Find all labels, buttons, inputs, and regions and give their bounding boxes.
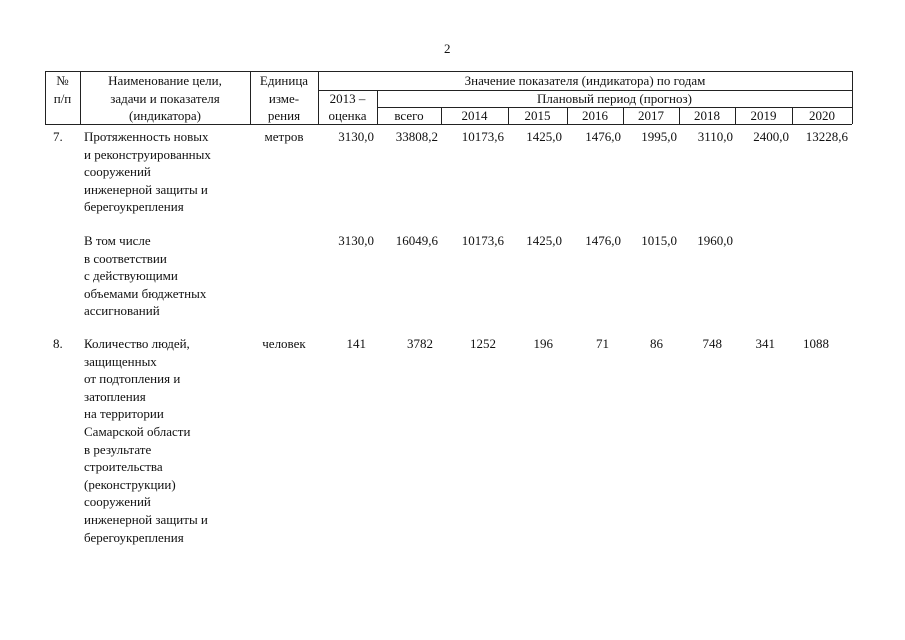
header-num-line1: № [56, 73, 69, 88]
row-value-2015: 1425,0 [526, 129, 562, 144]
row-number: 7. [53, 129, 63, 144]
header-2013-line1: 2013 – [329, 91, 366, 106]
header-plan-title: Плановый период (прогноз) [537, 91, 692, 106]
row-value-total: 3782 [407, 336, 433, 351]
row-value-2017: 86 [650, 336, 663, 351]
header-total: всего [394, 108, 424, 123]
row-value-2013: 141 [346, 336, 366, 351]
row-value-2017: 1995,0 [641, 129, 677, 144]
header-year-2016: 2016 [582, 108, 608, 123]
row-value-2018: 748 [702, 336, 722, 351]
row-value-2013: 3130,0 [338, 129, 374, 144]
header-year-2015: 2015 [524, 108, 551, 123]
header-values-title: Значение показателя (индикатора) по годам [464, 73, 706, 88]
page-number: 2 [444, 41, 451, 56]
row-value-2018: 3110,0 [697, 129, 733, 144]
row-number: 8. [53, 336, 63, 351]
header-name-line3: (индикатора) [129, 108, 201, 123]
row-value-2017: 1015,0 [641, 233, 677, 248]
row-value-2016: 71 [596, 336, 609, 351]
header-unit-line2: изме- [268, 91, 300, 106]
row-value-2013: 3130,0 [338, 233, 374, 248]
row-value-2014: 1252 [470, 336, 496, 351]
header-unit-line3: рения [267, 108, 301, 123]
header-year-2019: 2019 [750, 108, 777, 123]
row-value-2020: 13228,6 [805, 129, 848, 144]
header-name-line2: задачи и показателя [110, 91, 220, 106]
row-value-2015: 1425,0 [526, 233, 562, 248]
header-year-2017: 2017 [638, 108, 664, 123]
row-unit: человек [262, 336, 306, 351]
row-value-total: 16049,6 [395, 233, 438, 248]
header-unit-line1: Единица [259, 73, 309, 88]
header-year-2020: 2020 [809, 108, 835, 123]
row-unit: метров [264, 129, 304, 144]
header-name-line1: Наименование цели, [108, 73, 222, 88]
row-value-total: 33808,2 [395, 129, 438, 144]
row-value-2014: 10173,6 [461, 129, 504, 144]
row-indicator-name: Протяженность новых и реконструированных сооружений инженерной защиты и берегоукрепления [84, 129, 211, 215]
header-year-2018: 2018 [694, 108, 720, 123]
row-value-2020: 1088 [803, 336, 829, 351]
row-value-2016: 1476,0 [585, 129, 621, 144]
row-value-2014: 10173,6 [461, 233, 504, 248]
row-value-2015: 196 [533, 336, 553, 351]
row-value-2019: 341 [755, 336, 775, 351]
row-indicator-name: Количество людей, защищенных от подтопления и затопления на территории Самарской области в результате строительства (реконструкции) сооружений инженерной защиты и берегоукрепления [84, 336, 208, 545]
header-year-2014: 2014 [461, 108, 488, 123]
row-indicator-name: В том числе в соответствии с действующими объемами бюджетных ассигнований [84, 233, 207, 319]
header-num-line2: п/п [53, 91, 72, 106]
row-value-2018: 1960,0 [697, 233, 733, 248]
header-2013-line2: оценка [328, 108, 367, 123]
row-value-2019: 2400,0 [753, 129, 789, 144]
row-value-2016: 1476,0 [585, 233, 621, 248]
